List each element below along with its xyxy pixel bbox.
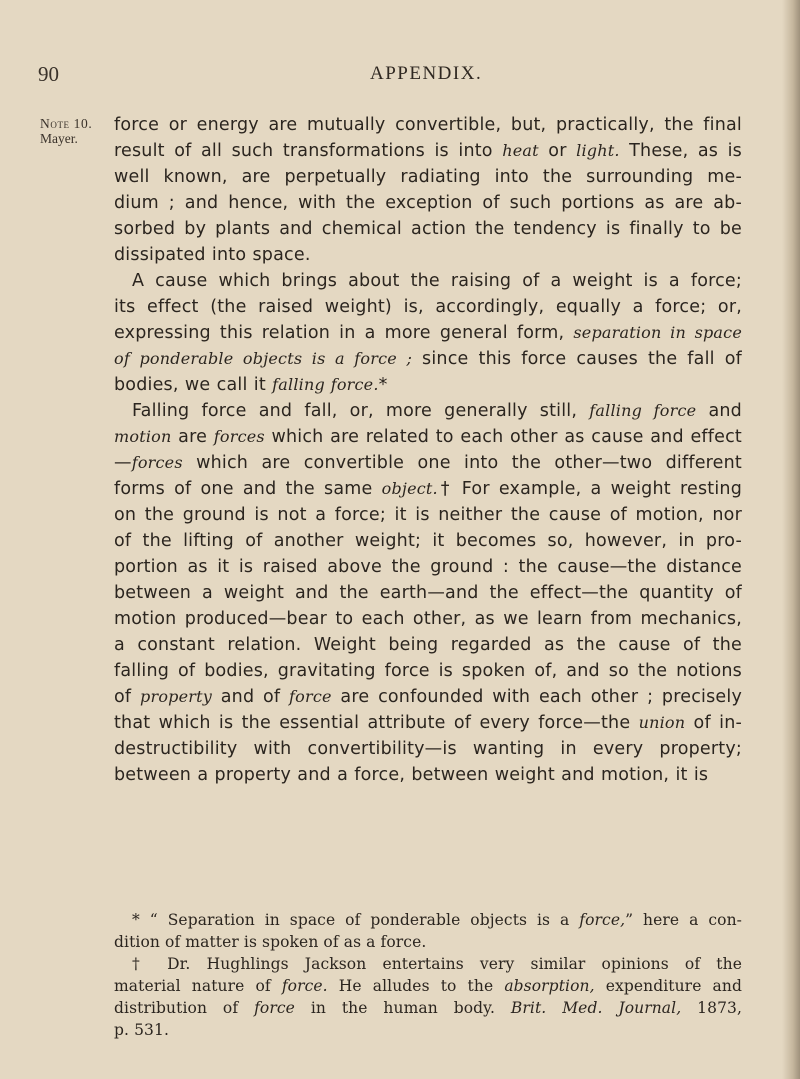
text-run: of — [114, 687, 141, 707]
italic-run: union — [638, 713, 686, 732]
text-run: dissipated into space. — [114, 245, 311, 265]
text-run: since this force causes the fall of — [412, 349, 742, 369]
text-run: motion produced—bear to each other, as we learn from mechanics, — [114, 609, 742, 629]
text-run: 1873, — [681, 999, 742, 1017]
text-line — [114, 242, 742, 268]
italic-run: of ponderable objects is a force ; — [114, 349, 413, 368]
text-line — [114, 476, 742, 502]
text-line — [114, 710, 742, 736]
text-run: of the lifting of another weight; it becomes so, however, in pro- — [114, 531, 742, 551]
text-line — [114, 684, 742, 710]
text-line — [114, 736, 742, 762]
text-run: on the ground is not a force; it is neither the cause of motion, nor — [114, 505, 742, 525]
text-line — [114, 424, 742, 450]
text-run: well known, are perpetually radiating into the surrounding me- — [114, 167, 742, 187]
text-run: Falling force and fall, or, more generally still, — [132, 401, 590, 421]
italic-run: light. — [576, 141, 620, 160]
text-line — [114, 216, 742, 242]
text-run: its effect (the raised weight) is, accordingly, equally a force; or, — [114, 297, 742, 317]
text-run: and — [696, 401, 742, 421]
text-run: and of — [211, 687, 290, 707]
italic-run: absorption, — [504, 977, 595, 995]
margin-note — [40, 116, 106, 146]
italic-run: force. — [281, 977, 328, 995]
text-run: force or energy are mutually convertible, but, practically, the final — [114, 115, 742, 135]
footnote-line — [114, 997, 742, 1019]
text-run: ” here a con- — [625, 911, 742, 929]
footnote-line — [114, 1019, 742, 1041]
text-line — [114, 528, 742, 554]
margin-note-label: Note 10. — [40, 116, 93, 131]
text-line — [114, 606, 742, 632]
text-run: between a weight and the earth—and the effect—the quantity of — [114, 583, 742, 603]
text-run: dium ; and hence, with the exception of such portions as are ab- — [114, 193, 742, 213]
text-run: which are convertible one into the other—two different — [182, 453, 742, 473]
text-line — [114, 632, 742, 658]
footnotes — [114, 909, 742, 1041]
text-line — [114, 658, 742, 684]
footnote-line — [114, 975, 742, 997]
running-head: APPENDIX. — [370, 63, 483, 84]
text-line — [114, 372, 742, 398]
text-run: bodies, we call it — [114, 375, 273, 395]
text-run: † Dr. Hughlings Jackson entertains very similar opinions of the — [132, 955, 742, 973]
text-run: destructibility with convertibility—is wanting in every property; — [114, 739, 742, 759]
text-line — [114, 268, 742, 294]
text-line — [114, 294, 742, 320]
text-run: These, as is — [619, 141, 742, 161]
text-run: sorbed by plants and chemical action the tendency is finally to be — [114, 219, 742, 239]
text-run: * — [378, 375, 388, 395]
text-run: or — [538, 141, 577, 161]
italic-run: separation in space — [573, 323, 742, 342]
margin-note-subject: Mayer. — [40, 131, 78, 146]
italic-run: heat — [502, 141, 539, 160]
text-run: material nature of — [114, 977, 282, 995]
text-run: p. 531. — [114, 1021, 169, 1039]
text-run: a constant relation. Weight being regarded as the cause of the — [114, 635, 742, 655]
text-line — [114, 190, 742, 216]
page-edge-shadow — [782, 0, 800, 1079]
footnote-line — [114, 931, 742, 953]
text-line — [114, 554, 742, 580]
text-run: portion as it is raised above the ground : the cause—the distance — [114, 557, 742, 577]
text-run: which are related to each other as cause and effect — [264, 427, 742, 447]
italic-run: falling force — [589, 401, 697, 420]
body-text — [114, 112, 742, 788]
page-number: 90 — [38, 62, 59, 86]
text-run: distribution of — [114, 999, 255, 1017]
italic-run: object. — [381, 479, 438, 498]
italic-run: property — [140, 687, 212, 706]
text-run: are confounded with each other ; precisely — [331, 687, 742, 707]
italic-run: motion — [114, 427, 172, 446]
page-header — [0, 62, 800, 92]
italic-run: forces — [213, 427, 265, 446]
text-run: in the human body. — [294, 999, 511, 1017]
text-run: He alludes to the — [327, 977, 505, 995]
text-run: between a property and a force, between weight and motion, it is — [114, 765, 709, 785]
text-run: forms of one and the same — [114, 479, 382, 499]
italic-run: forces — [131, 453, 183, 472]
text-run: * “ Separation in space of ponderable objects is a — [132, 911, 580, 929]
text-line — [114, 580, 742, 606]
text-run: falling of bodies, gravitating force is spoken of, and so the notions — [114, 661, 742, 681]
text-run: expenditure and — [594, 977, 742, 995]
text-line — [114, 762, 742, 788]
italic-run: force — [254, 999, 295, 1017]
text-line — [114, 346, 742, 372]
italic-run: falling force. — [272, 375, 379, 394]
text-run: result of all such transformations is into — [114, 141, 503, 161]
text-line — [114, 138, 742, 164]
text-run: of in- — [685, 713, 742, 733]
footnote-line — [114, 953, 742, 975]
italic-run: Brit. Med. Journal, — [510, 999, 682, 1017]
text-run: — — [114, 453, 132, 473]
text-line — [114, 320, 742, 346]
text-run: are — [171, 427, 214, 447]
text-line — [114, 450, 742, 476]
text-run: expressing this relation in a more general form, — [114, 323, 574, 343]
footnote-line — [114, 909, 742, 931]
text-line — [114, 112, 742, 138]
text-line — [114, 164, 742, 190]
text-run: A cause which brings about the raising of a weight is a force; — [132, 271, 742, 291]
italic-run: force, — [579, 911, 626, 929]
text-run: † For example, a weight resting — [437, 479, 742, 499]
text-line — [114, 502, 742, 528]
text-run: dition of matter is spoken of as a force. — [114, 933, 427, 951]
text-run: that which is the essential attribute of every force—the — [114, 713, 639, 733]
italic-run: force — [289, 687, 332, 706]
text-line — [114, 398, 742, 424]
